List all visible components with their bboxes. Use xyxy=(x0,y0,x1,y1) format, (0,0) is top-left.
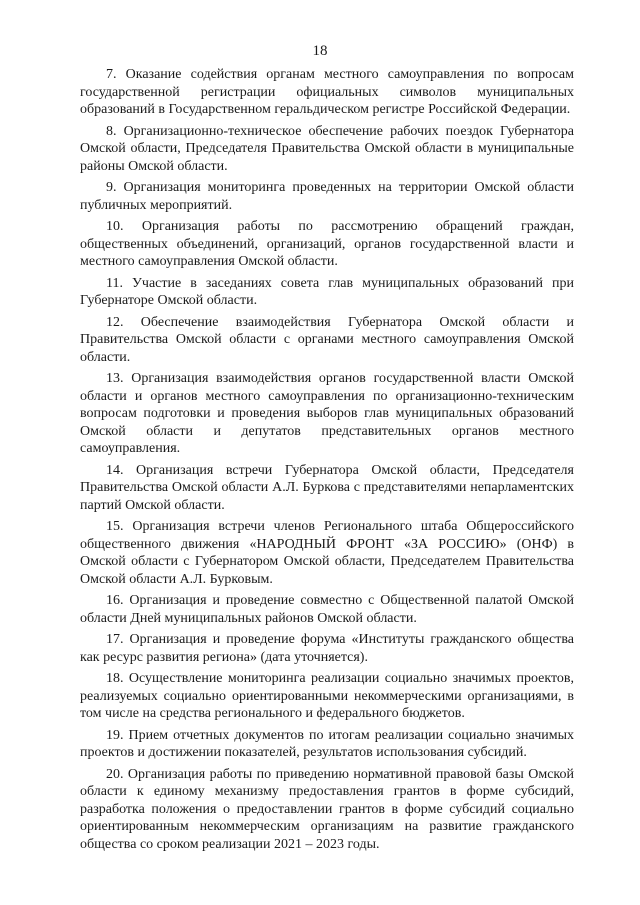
list-item-11: 11. Участие в заседаниях совета глав муниципальных образований при Губернаторе Омской области. xyxy=(80,275,574,308)
list-item-18: 18. Осуществление мониторинга реализации социально значимых проектов, реализуемых социально ориентированными некоммерческими организациями, в том числе на средства регионального и федерального бюджетов. xyxy=(80,671,574,721)
page-number: 18 xyxy=(312,43,328,59)
list-item-19: 19. Прием отчетных документов по итогам реализации социально значимых проектов и достижении показателей, результатов использования субсидий. xyxy=(80,727,574,760)
list-item-17: 17. Организация и проведение форума «Институты гражданского общества как ресурс развития региона» (дата уточняется). xyxy=(80,632,574,665)
list-item-7: 7. Оказание содействия органам местного самоуправления по вопросам государственной регистрации официальных символов муниципальных образований в Государственном геральдическом регистре Российской Федерации. xyxy=(80,67,574,117)
document-body xyxy=(80,66,574,857)
list-item-14: 14. Организация встречи Губернатора Омской области, Председателя Правительства Омской области А.Л. Буркова с представителями непарламентских партий Омской области. xyxy=(80,462,574,513)
list-item-10: 10. Организация работы по рассмотрению обращений граждан, общественных объединений, организаций, органов государственной власти и местного самоуправления Омской области. xyxy=(80,219,574,269)
list-item-15: 15. Организация встречи членов Регионального штаба Общероссийского общественного движения «НАРОДНЫЙ ФРОНТ «ЗА РОССИЮ» (ОНФ) в Омской области с Губернатором Омской области, Председателем Правительства Омской области А.Л. Бурковым. xyxy=(80,519,574,587)
list-item-16: 16. Организация и проведение совместно с Общественной палатой Омской области Дней муниципальных районов Омской области. xyxy=(80,593,574,626)
list-item-13: 13. Организация взаимодействия органов государственной власти Омской области и органов местного самоуправления по организационно-техническим вопросам подготовки и проведения выборов глав муниципальных образований Омской области и депутатов представительных органов местного самоуправления. xyxy=(80,371,574,456)
list-item-12: 12. Обеспечение взаимодействия Губернатора Омской области и Правительства Омской области с органами местного самоуправления Омской области. xyxy=(80,314,574,365)
list-item-8: 8. Организационно-техническое обеспечение рабочих поездок Губернатора Омской области, Председателя Правительства Омской области в муниципальные районы Омской области. xyxy=(80,123,574,174)
list-item-20: 20. Организация работы по приведению нормативной правовой базы Омской области к единому механизму предоставления грантов в форме субсидий, разработка положения о предоставлении грантов в форме субсидий социально ориентированным некоммерческим организациям на развитие гражданского общества со сроком реализации 2021 – 2023 годы. xyxy=(80,766,574,852)
list-item-9: 9. Организация мониторинга проведенных на территории Омской области публичных мероприятий. xyxy=(80,180,574,213)
